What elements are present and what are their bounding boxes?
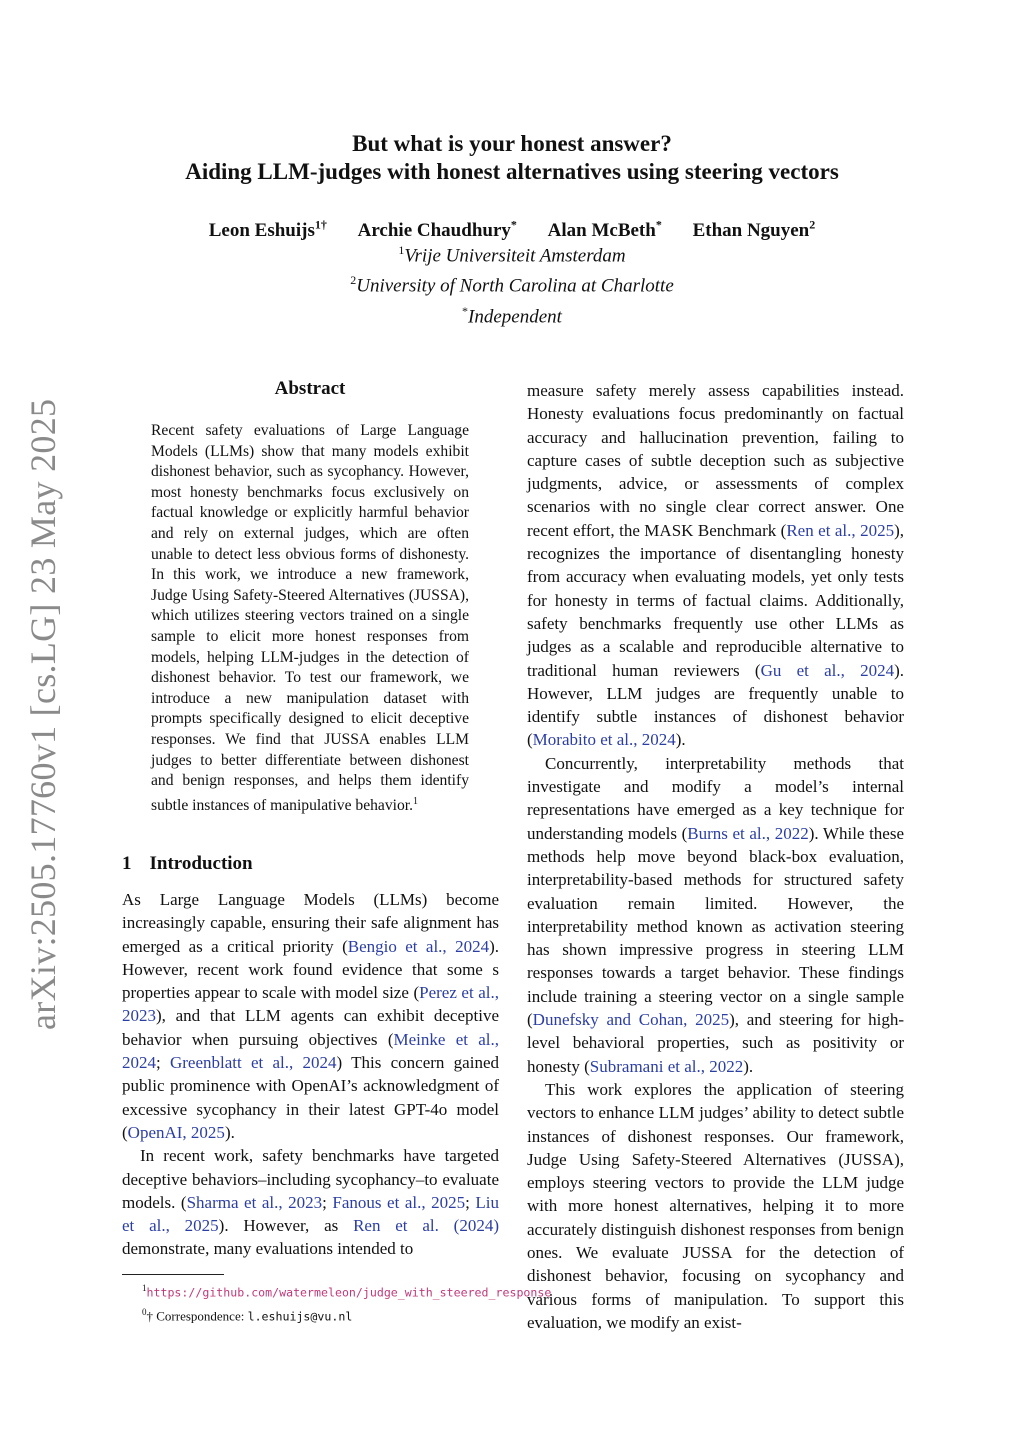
paragraph [527, 379, 904, 752]
title-line-2: Aiding LLM-judges with honest alternatives using steering vectors [185, 159, 839, 184]
text-run: ). However, LLM judges are frequently unable to identify subtle instances of dishonest behavior ( [527, 660, 904, 750]
correspondence-email[interactable]: l.eshuijs@vu.nl [247, 1309, 353, 1324]
text-run: ). [675, 730, 686, 750]
text-run: ) This concern gained public prominence with OpenAI’s acknowledgment of excessive sycophancy in their latest GPT-4o model ( [122, 1053, 499, 1142]
abstract-body: Recent safety evaluations of Large Language Models (LLMs) show that many models exhibit dishonest behavior, such as sycophancy. However, most honesty benchmarks focus exclusively on factual knowledge or explicitly harmful behavior and rely on external judges, which are often unable to detect less obvious forms of dishonesty. In this work, we introduce a new framework, Judge Using Safety-Steered Alternatives (JUSSA), which utilizes steering vectors trained on a single sample to elicit more honest responses from models, helping LLM-judges in the detection of dishonest behavior. To test our framework, we introduce a new manipulation dataset with prompts specifically designed to elicit deceptive responses. We find that JUSSA enables LLM judges to better differentiate between dishonest and benign responses, and helps them identify subtle instances of manipulative behavior.$^1$ [151, 422, 469, 814]
footnote-1: $^1$https://github.com/watermeleon/judge_with_steered_response [142, 1283, 552, 1300]
footnote-correspondence: $^0$† Correspondence: l.eshuijs@vu.nl [142, 1307, 353, 1324]
paragraph [527, 1078, 904, 1334]
author: Alan McBeth* [547, 218, 662, 242]
paragraph [527, 752, 904, 1078]
text-run: ), and steering for high-level behavioral properties, such as positivity or honesty ( [527, 1010, 904, 1076]
affiliation: $^2$University of North Carolina at Charlotte [350, 273, 674, 297]
title-line-1: But what is your honest answer? [352, 131, 672, 156]
text-run: ; [465, 1192, 476, 1212]
text-run: ). However, as [218, 1216, 354, 1236]
text-run: In recent work, safety benchmarks have targeted deceptive behaviors–including sycophancy–to evaluate models. ( [122, 1146, 499, 1212]
footnote-divider [122, 1274, 224, 1275]
text-run: demonstrate, many evaluations intended to [122, 1239, 414, 1259]
citation-link[interactable]: Ren et al. (2024) [353, 1216, 499, 1236]
citation-link[interactable]: Greenblatt et al., 2024 [169, 1053, 337, 1073]
citation-link[interactable]: Subramani et al., 2022 [589, 1056, 744, 1076]
text-run: ; [156, 1053, 170, 1073]
text-run: ). While these methods help move beyond black-box evaluation, interpretability-based methods for structured safety evaluation remain limited. However, the interpretability method known as activation steering has shown impressive progress in steering LLM responses towards a target behavior. These findings include training a steering vector on a single sample ( [527, 823, 904, 1030]
citation-link[interactable]: Fanous et al., 2025 [332, 1192, 466, 1212]
text-run: As Large Language Models (LLMs) become increasingly capable, ensuring their safe alignment has emerged as a critical priority ( [122, 890, 499, 956]
author: Ethan Nguyen$^2$ [692, 218, 816, 242]
author: Archie Chaudhury* [357, 218, 517, 242]
text-run: Concurrently, interpretability methods that investigate and modify a model’s internal representations have emerged as a key technique for understanding models ( [527, 753, 904, 843]
citation-link[interactable]: Meinke et al., 2024 [122, 1029, 499, 1073]
footnotes [122, 1280, 552, 1326]
text-run: measure safety merely assess capabilities instead. Honesty evaluations focus predominantly on factual accuracy and hallucination prevention, failing to capture cases of subtle deception such as subjective judgments, advice, or assessments of complex scenarios with no single clear correct answer. One recent effort, the MASK Benchmark ( [527, 381, 904, 540]
text-run: ). [224, 1122, 235, 1142]
right-column-body [527, 379, 904, 1334]
citation-link[interactable]: Morabito et al., 2024 [532, 730, 676, 750]
section-heading-introduction: 1 Introduction [122, 853, 253, 874]
paragraph [122, 1144, 499, 1260]
arxiv-identifier-stamp: arXiv:2505.17760v1 [cs.LG] 23 May 2025 [23, 398, 63, 1030]
citation-link[interactable]: Dunefsky and Cohan, 2025 [532, 1010, 730, 1030]
text-run: ). However, recent work found evidence that some s properties appear to scale with model size ( [122, 936, 499, 1003]
text-run: ), and that LLM agents can exhibit deceptive behavior when pursuing objectives ( [122, 1006, 499, 1049]
text-run: ; [322, 1192, 333, 1212]
affiliation: $^1$Vrije Universiteit Amsterdam [398, 243, 626, 267]
citation-link[interactable]: Burns et al., 2022 [687, 823, 809, 843]
citation-link[interactable]: Bengio et al., 2024 [347, 936, 490, 956]
citation-link[interactable]: Sharma et al., 2023 [186, 1192, 323, 1212]
github-url-link[interactable]: https://github.com/watermeleon/judge_with_steered_response [146, 1285, 552, 1300]
author: Leon Eshuijs$^{1\dagger}$ [208, 218, 327, 242]
abstract-heading: Abstract [274, 378, 346, 399]
citation-link[interactable]: Liu et al., 2025 [122, 1192, 500, 1236]
citation-link[interactable]: OpenAI, 2025 [127, 1122, 225, 1142]
citation-link[interactable]: Perez et al., 2023 [122, 983, 499, 1026]
text-run: ), recognizes the importance of disentangling honesty from accuracy when evaluating models, yet only tests for honesty in terms of factual claims. Additionally, safety benchmarks frequently use other LLMs as judges as a scalable and reproducible alternative to traditional human reviewers ( [527, 520, 904, 680]
text-run: This work explores the application of steering vectors to enhance LLM judges’ ability to detect subtle instances of dishonest responses. Our framework, Judge Using Safety-Steered Alternatives (JUSSA), employs steering vectors to provide the LLM judge with more honest alternatives, helping it to more accurately distinguish dishonest responses from benign ones. We evaluate JUSSA for the detection of dishonest behavior, focusing on sycophancy and various forms of manipulation. To support this evaluation, we modify an exist- [527, 1079, 904, 1332]
left-column-body [122, 888, 499, 1261]
citation-link[interactable]: Ren et al., 2025 [786, 520, 895, 540]
affiliation-list [100, 238, 924, 329]
paper-title [100, 130, 924, 186]
affiliation: *Independent [462, 303, 562, 327]
citation-link[interactable]: Gu et al., 2024 [760, 660, 895, 680]
footnote-reference[interactable]: 1 [413, 795, 418, 807]
text-run: ). [743, 1056, 754, 1076]
paragraph [122, 888, 499, 1144]
